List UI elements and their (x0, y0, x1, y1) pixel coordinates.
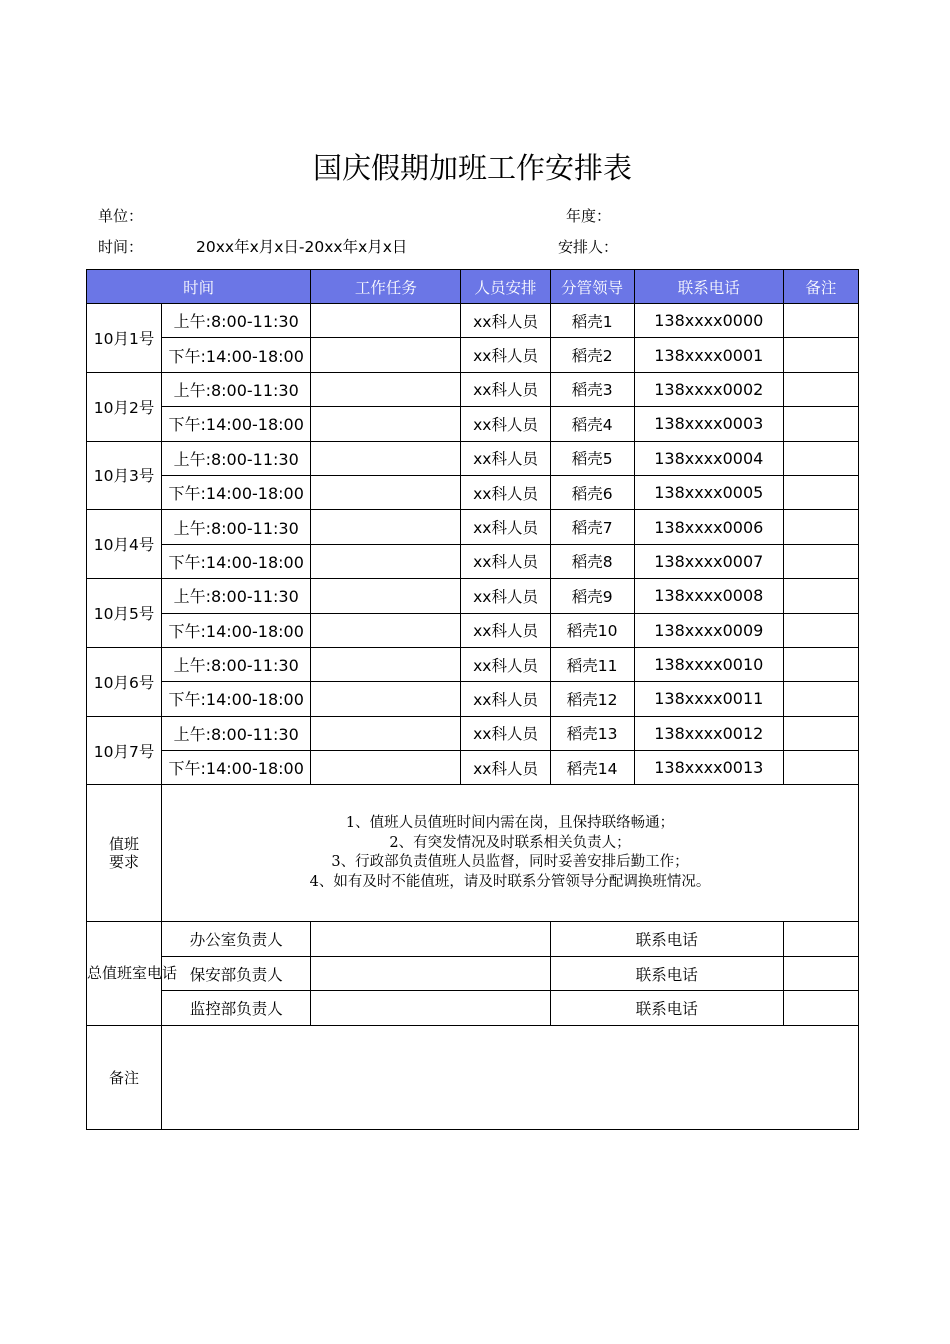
task-cell[interactable] (311, 304, 461, 338)
table-row (87, 338, 859, 372)
table-row (87, 751, 859, 785)
duty-role-cell: 保安部负责人 (162, 956, 311, 990)
note-cell[interactable] (783, 510, 858, 544)
task-cell[interactable] (311, 407, 461, 441)
task-cell[interactable] (311, 441, 461, 475)
staff-cell[interactable]: xx科人员 (461, 544, 550, 578)
staff-cell[interactable]: xx科人员 (461, 751, 550, 785)
time-slot-cell[interactable]: 上午:8:00-11:30 (162, 510, 311, 544)
task-cell[interactable] (311, 510, 461, 544)
header-time: 时间 (87, 270, 311, 304)
date-cell: 10月4号 (87, 510, 162, 579)
phone-cell[interactable]: 138xxxx0010 (634, 647, 783, 681)
staff-cell[interactable]: xx科人员 (461, 647, 550, 681)
phone-cell[interactable]: 138xxxx0009 (634, 613, 783, 647)
phone-cell[interactable]: 138xxxx0000 (634, 304, 783, 338)
table-row (87, 304, 859, 338)
leader-cell[interactable]: 稻壳2 (550, 338, 634, 372)
date-cell: 10月3号 (87, 441, 162, 510)
leader-cell[interactable]: 稻壳10 (550, 613, 634, 647)
phone-cell[interactable]: 138xxxx0005 (634, 475, 783, 509)
leader-cell[interactable]: 稻壳4 (550, 407, 634, 441)
phone-cell[interactable]: 138xxxx0011 (634, 682, 783, 716)
task-cell[interactable] (311, 372, 461, 406)
phone-cell[interactable]: 138xxxx0008 (634, 579, 783, 613)
remarks-cell[interactable] (162, 1025, 859, 1129)
time-slot-cell[interactable]: 下午:14:00-18:00 (162, 338, 311, 372)
duty-name-cell[interactable] (311, 991, 550, 1025)
duty-name-cell[interactable] (311, 956, 550, 990)
header-task: 工作任务 (311, 270, 461, 304)
table-row (87, 716, 859, 750)
table-row (87, 647, 859, 681)
task-cell[interactable] (311, 338, 461, 372)
duty-phone-row (87, 956, 859, 990)
time-slot-cell[interactable]: 下午:14:00-18:00 (162, 682, 311, 716)
leader-cell[interactable]: 稻壳12 (550, 682, 634, 716)
requirement-line: 2、有突发情况及时联系相关负责人； (389, 834, 631, 851)
time-slot-cell[interactable]: 下午:14:00-18:00 (162, 544, 311, 578)
page-title: 国庆假期加班工作安排表 (312, 151, 632, 185)
note-cell[interactable] (783, 716, 858, 750)
leader-cell[interactable]: 稻壳11 (550, 647, 634, 681)
staff-cell[interactable]: xx科人员 (461, 579, 550, 613)
phone-cell[interactable]: 138xxxx0006 (634, 510, 783, 544)
requirement-line: 4、如有及时不能值班，请及时联系分管领导分配调换班情况。 (309, 873, 711, 890)
time-slot-cell[interactable]: 上午:8:00-11:30 (162, 304, 311, 338)
date-cell: 10月1号 (87, 304, 162, 373)
time-slot-cell[interactable]: 上午:8:00-11:30 (162, 372, 311, 406)
header-staff: 人员安排 (461, 270, 550, 304)
duty-phone-label-cell: 联系电话 (550, 922, 783, 956)
remarks-row (87, 1025, 859, 1129)
date-cell: 10月2号 (87, 372, 162, 441)
duty-phone-label-cell: 联系电话 (550, 991, 783, 1025)
staff-cell[interactable]: xx科人员 (461, 475, 550, 509)
unit-label: 单位： (98, 207, 144, 225)
note-cell[interactable] (783, 682, 858, 716)
task-cell[interactable] (311, 716, 461, 750)
note-cell[interactable] (783, 338, 858, 372)
leader-cell[interactable]: 稻壳7 (550, 510, 634, 544)
requirements-row (87, 785, 859, 922)
note-cell[interactable] (783, 544, 858, 578)
requirements-text[interactable] (162, 785, 859, 922)
leader-cell[interactable]: 稻壳13 (550, 716, 634, 750)
task-cell[interactable] (311, 544, 461, 578)
phone-cell[interactable]: 138xxxx0001 (634, 338, 783, 372)
header-phone: 联系电话 (634, 270, 783, 304)
header-row (87, 270, 859, 304)
table-row (87, 510, 859, 544)
task-cell[interactable] (311, 579, 461, 613)
table-row (87, 579, 859, 613)
duty-role-cell: 办公室负责人 (162, 922, 311, 956)
time-slot-cell[interactable]: 下午:14:00-18:00 (162, 751, 311, 785)
remarks-label: 备注 (87, 1025, 162, 1129)
date-cell: 10月7号 (87, 716, 162, 785)
table-row (87, 372, 859, 406)
table-row (87, 613, 859, 647)
staff-cell[interactable]: xx科人员 (461, 372, 550, 406)
table-row (87, 441, 859, 475)
duty-phone-cell[interactable] (783, 956, 858, 990)
staff-cell[interactable]: xx科人员 (461, 338, 550, 372)
time-slot-cell[interactable]: 下午:14:00-18:00 (162, 475, 311, 509)
table-row (87, 682, 859, 716)
note-cell[interactable] (783, 579, 858, 613)
phone-cell[interactable]: 138xxxx0002 (634, 372, 783, 406)
time-slot-cell[interactable]: 上午:8:00-11:30 (162, 647, 311, 681)
leader-cell[interactable]: 稻壳1 (550, 304, 634, 338)
phone-cell[interactable]: 138xxxx0013 (634, 751, 783, 785)
task-cell[interactable] (311, 751, 461, 785)
header-leader: 分管领导 (550, 270, 634, 304)
staff-cell[interactable]: xx科人员 (461, 716, 550, 750)
task-cell[interactable] (311, 647, 461, 681)
time-range-value: 20xx年x月x日-20xx年x月x日 (196, 238, 408, 256)
note-cell[interactable] (783, 407, 858, 441)
arranger-label: 安排人： (558, 238, 619, 256)
duty-phone-cell[interactable] (783, 991, 858, 1025)
schedule-table (86, 269, 859, 1130)
date-cell: 10月6号 (87, 647, 162, 716)
duty-phone-cell[interactable] (783, 922, 858, 956)
duty-phone-label-cell: 联系电话 (550, 956, 783, 990)
task-cell[interactable] (311, 613, 461, 647)
header-note: 备注 (783, 270, 858, 304)
time-slot-cell[interactable]: 上午:8:00-11:30 (162, 716, 311, 750)
duty-phone-row (87, 922, 859, 956)
leader-cell[interactable]: 稻壳3 (550, 372, 634, 406)
requirements-label-line: 要求 (109, 853, 140, 872)
note-cell[interactable] (783, 613, 858, 647)
staff-cell[interactable]: xx科人员 (461, 682, 550, 716)
requirements-label (87, 785, 162, 922)
staff-cell[interactable]: xx科人员 (461, 441, 550, 475)
phone-cell[interactable]: 138xxxx0012 (634, 716, 783, 750)
requirements-label-line: 值班 (109, 835, 140, 854)
table-row (87, 544, 859, 578)
duty-role-cell: 监控部负责人 (162, 991, 311, 1025)
phone-cell[interactable]: 138xxxx0003 (634, 407, 783, 441)
duty-phone-row (87, 991, 859, 1025)
task-cell[interactable] (311, 475, 461, 509)
note-cell[interactable] (783, 475, 858, 509)
time-label: 时间： (98, 238, 144, 256)
staff-cell[interactable]: xx科人员 (461, 613, 550, 647)
phone-cell[interactable]: 138xxxx0007 (634, 544, 783, 578)
note-cell[interactable] (783, 372, 858, 406)
time-slot-cell[interactable]: 上午:8:00-11:30 (162, 441, 311, 475)
requirement-line: 1、值班人员值班时间内需在岗，且保持联络畅通； (345, 815, 675, 832)
time-slot-cell[interactable]: 下午:14:00-18:00 (162, 407, 311, 441)
leader-cell[interactable]: 稻壳14 (550, 751, 634, 785)
table-row (87, 407, 859, 441)
time-slot-cell[interactable]: 上午:8:00-11:30 (162, 579, 311, 613)
staff-cell[interactable]: xx科人员 (461, 510, 550, 544)
staff-cell[interactable]: xx科人员 (461, 304, 550, 338)
duty-phone-label: 总值班室电话 (87, 922, 162, 1025)
leader-cell[interactable]: 稻壳9 (550, 579, 634, 613)
note-cell[interactable] (783, 304, 858, 338)
task-cell[interactable] (311, 682, 461, 716)
note-cell[interactable] (783, 647, 858, 681)
time-slot-cell[interactable]: 下午:14:00-18:00 (162, 613, 311, 647)
note-cell[interactable] (783, 751, 858, 785)
leader-cell[interactable]: 稻壳5 (550, 441, 634, 475)
leader-cell[interactable]: 稻壳8 (550, 544, 634, 578)
leader-cell[interactable]: 稻壳6 (550, 475, 634, 509)
year-label: 年度： (566, 207, 612, 225)
requirement-line: 3、行政部负责值班人员监督，同时妥善安排后勤工作； (331, 854, 689, 871)
staff-cell[interactable]: xx科人员 (461, 407, 550, 441)
note-cell[interactable] (783, 441, 858, 475)
phone-cell[interactable]: 138xxxx0004 (634, 441, 783, 475)
date-cell: 10月5号 (87, 579, 162, 648)
duty-name-cell[interactable] (311, 922, 550, 956)
table-row (87, 475, 859, 509)
